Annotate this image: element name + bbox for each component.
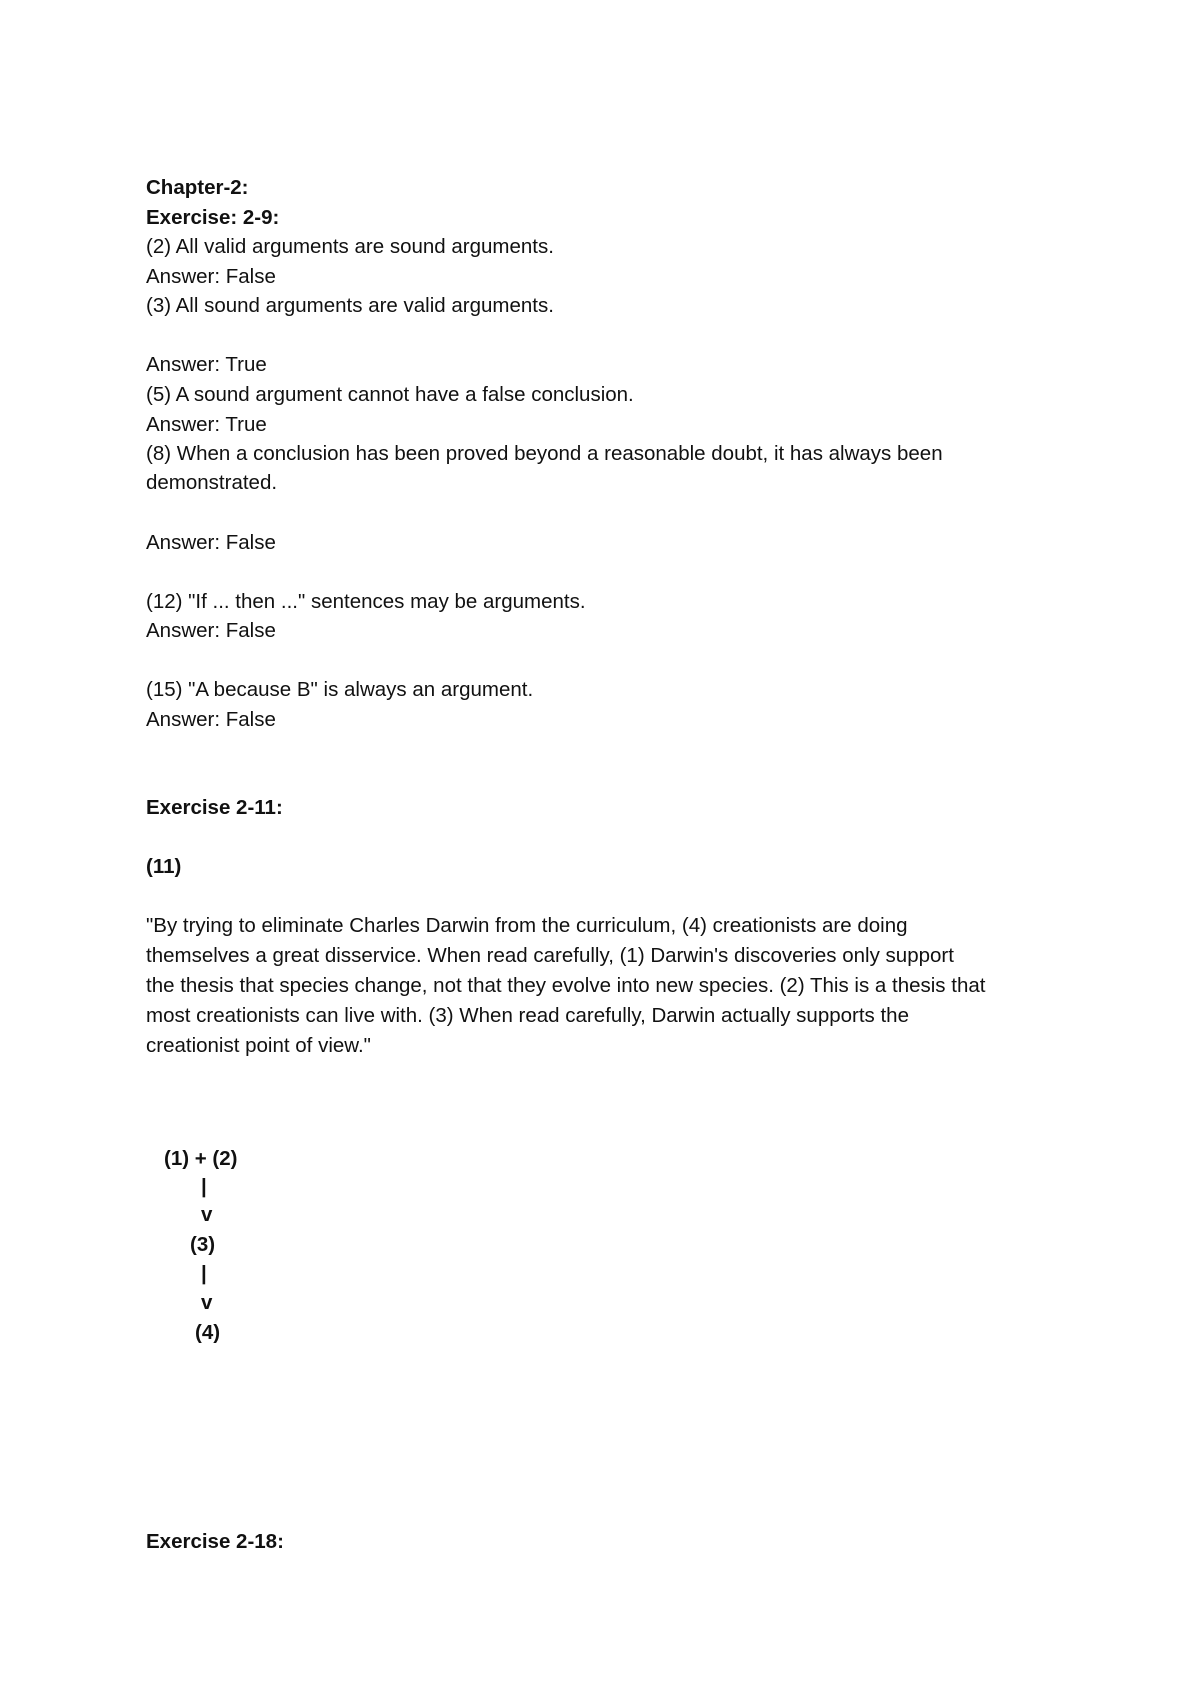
answer-15: Answer: False <box>146 708 276 731</box>
diagram-arrow: v <box>201 1203 213 1226</box>
chapter-title: Chapter-2: <box>146 176 249 199</box>
exercise-2-11-heading: Exercise 2-11: <box>146 796 283 819</box>
question-8-line2: demonstrated. <box>146 471 278 494</box>
question-8-line1: (8) When a conclusion has been proved beyond a reasonable doubt, it has always been <box>146 442 943 465</box>
passage-line: the thesis that species change, not that they evolve into new species. (2) This is a thesis that <box>146 974 986 997</box>
answer-12: Answer: False <box>146 619 276 642</box>
exercise-2-18-heading: Exercise 2-18: <box>146 1530 284 1553</box>
answer-3: Answer: True <box>146 353 267 376</box>
passage-line: creationist point of view." <box>146 1034 371 1057</box>
exercise-2-11-passage <box>146 911 1076 1061</box>
diagram-main-conclusion: (4) <box>195 1321 221 1344</box>
diagram-arrow: v <box>201 1291 213 1314</box>
question-2: (2) All valid arguments are sound arguments. <box>146 235 554 258</box>
question-15: (15) "A because B" is always an argument. <box>146 678 534 701</box>
question-12: (12) "If ... then ..." sentences may be arguments. <box>146 590 586 613</box>
diagram-intermediate-conclusion: (3) <box>190 1233 216 1256</box>
answer-8: Answer: False <box>146 531 276 554</box>
answer-5: Answer: True <box>146 413 267 436</box>
answer-2: Answer: False <box>146 265 276 288</box>
diagram-connector: | <box>201 1175 207 1198</box>
passage-line: "By trying to eliminate Charles Darwin from the curriculum, (4) creationists are doing <box>146 914 908 937</box>
exercise-2-9-heading: Exercise: 2-9: <box>146 206 280 229</box>
diagram-connector: | <box>201 1262 207 1285</box>
question-5: (5) A sound argument cannot have a false conclusion. <box>146 383 634 406</box>
question-3: (3) All sound arguments are valid arguments. <box>146 294 554 317</box>
exercise-2-11-item-number: (11) <box>146 855 182 878</box>
passage-line: most creationists can live with. (3) When read carefully, Darwin actually supports the <box>146 1004 909 1027</box>
passage-line: themselves a great disservice. When read carefully, (1) Darwin's discoveries only support <box>146 944 954 967</box>
diagram-premises: (1) + (2) <box>164 1147 238 1170</box>
